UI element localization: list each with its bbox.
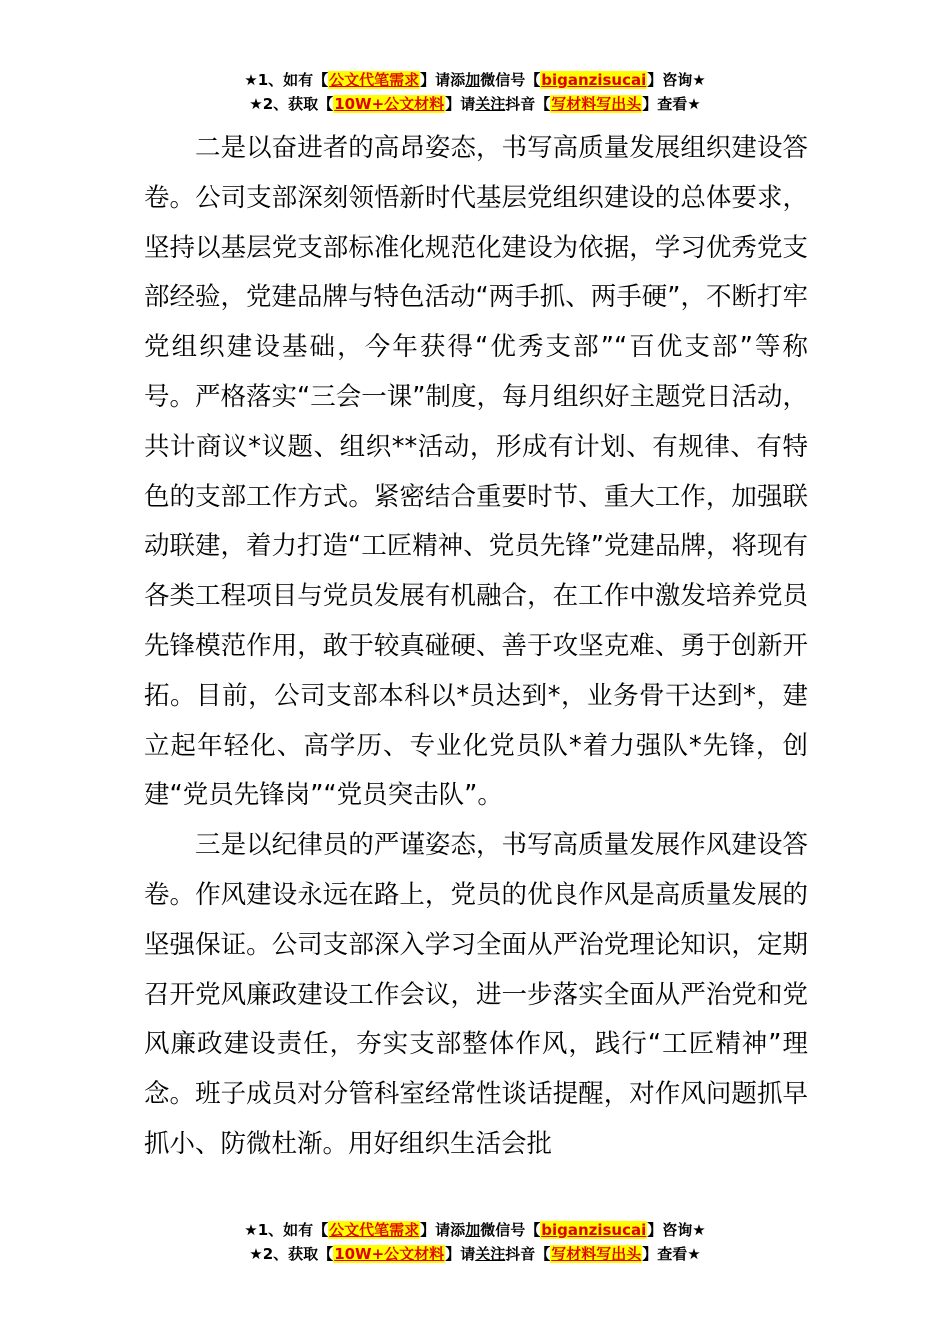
promo-text: 】请 [445, 1245, 476, 1263]
promo-text: 】查看★ [642, 1245, 701, 1263]
promo-text-underlined: 关注 [475, 95, 506, 113]
promo-text: 】请添 [420, 71, 466, 89]
promo-highlight-wechat-id: biganzisucai [541, 1221, 647, 1239]
header-promo-line-1 [0, 68, 950, 92]
promo-text: 】咨询★ [647, 71, 706, 89]
star-icon: ★ [249, 95, 263, 113]
promo-highlight-douyin-id: 写材料写出头 [551, 1245, 642, 1263]
promo-highlight-douyin-id: 写材料写出头 [551, 95, 642, 113]
promo-text: 】查看★ [642, 95, 701, 113]
star-icon: ★ [249, 1245, 263, 1263]
document-body [144, 124, 808, 1170]
promo-text: 1、如有【 [257, 1221, 329, 1239]
promo-highlight-wechat-id: biganzisucai [541, 71, 647, 89]
footer-promo-line-2 [0, 1242, 950, 1266]
promo-text-underlined: 关注 [475, 1245, 506, 1263]
paragraph-text: 二是以奋进者的高昂姿态，书写高质量发展组织建设答卷。公司支部深刻领悟新时代基层党组织建设的总体要求，坚持以基层党支部标准化规范化建设为依据，学习优秀党支部经验，党建品牌与特色活动“两手抓、两手硬”，不断打牢党组织建设基础，今年获得“优秀支部”“百优支部”等称号。严格落实“三会一课”制度，每月组织好主题党日活动，共计商议*议题、组织**活动，形成有计划、有规律、有特色的支部工作方式。紧密结合重要时节、重大工作，加强联动联建，着力打造“工匠精神、党员先锋”党建品牌，将现有各类工程项目与党员发展有机融合，在工作中激发培养党员先锋模范作用，敢于较真碰硬、善于攻坚克难、勇于创新开拓。目前，公司支部本科以*员达到*，业务骨干达到*，建立起年轻化、高学历、专业化党员队*着力强队*先锋，创建“党员先锋岗”“党员突击队”。 [144, 133, 808, 811]
header-promo-line-2 [0, 92, 950, 116]
promo-text-underlined: 加 [465, 71, 481, 89]
promo-text: 抖音【 [505, 95, 551, 113]
promo-text: 】咨询★ [647, 1221, 706, 1239]
promo-highlight-materials: 10W+公文材料 [334, 1245, 445, 1263]
promo-text: 微信号【 [480, 1221, 541, 1239]
star-icon: ★ [244, 1221, 258, 1239]
paragraph-text: 三是以纪律员的严谨姿态，书写高质量发展作风建设答卷。作风建设永远在路上，党员的优良作风是高质量发展的坚强保证。公司支部深入学习全面从严治党理论知识，定期召开党风廉政建设工作会议，进一步落实全面从严治党和党风廉政建设责任，夯实支部整体作风，践行“工匠精神”理念。班子成员对分管科室经常性谈话提醒，对作风问题抓早抓小、防微杜渐。用好组织生活会批 [144, 830, 808, 1159]
promo-text: 2、获取【 [262, 1245, 334, 1263]
footer-promo-line-1 [0, 1218, 950, 1242]
promo-highlight-materials: 10W+公文材料 [334, 95, 445, 113]
promo-text-underlined: 加 [465, 1221, 481, 1239]
promo-text: 1、如有【 [257, 71, 329, 89]
footer-promo-banner [0, 1218, 950, 1266]
promo-text: 抖音【 [505, 1245, 551, 1263]
promo-text: 】请添 [420, 1221, 466, 1239]
header-promo-banner [0, 68, 950, 116]
promo-text: 2、获取【 [262, 95, 334, 113]
paragraph-organization-building [144, 124, 808, 821]
promo-highlight-service: 公文代笔需求 [329, 1221, 420, 1239]
promo-text: 微信号【 [480, 71, 541, 89]
promo-text: 】请 [445, 95, 476, 113]
promo-highlight-service: 公文代笔需求 [329, 71, 420, 89]
star-icon: ★ [244, 71, 258, 89]
paragraph-work-style-building [144, 821, 808, 1170]
